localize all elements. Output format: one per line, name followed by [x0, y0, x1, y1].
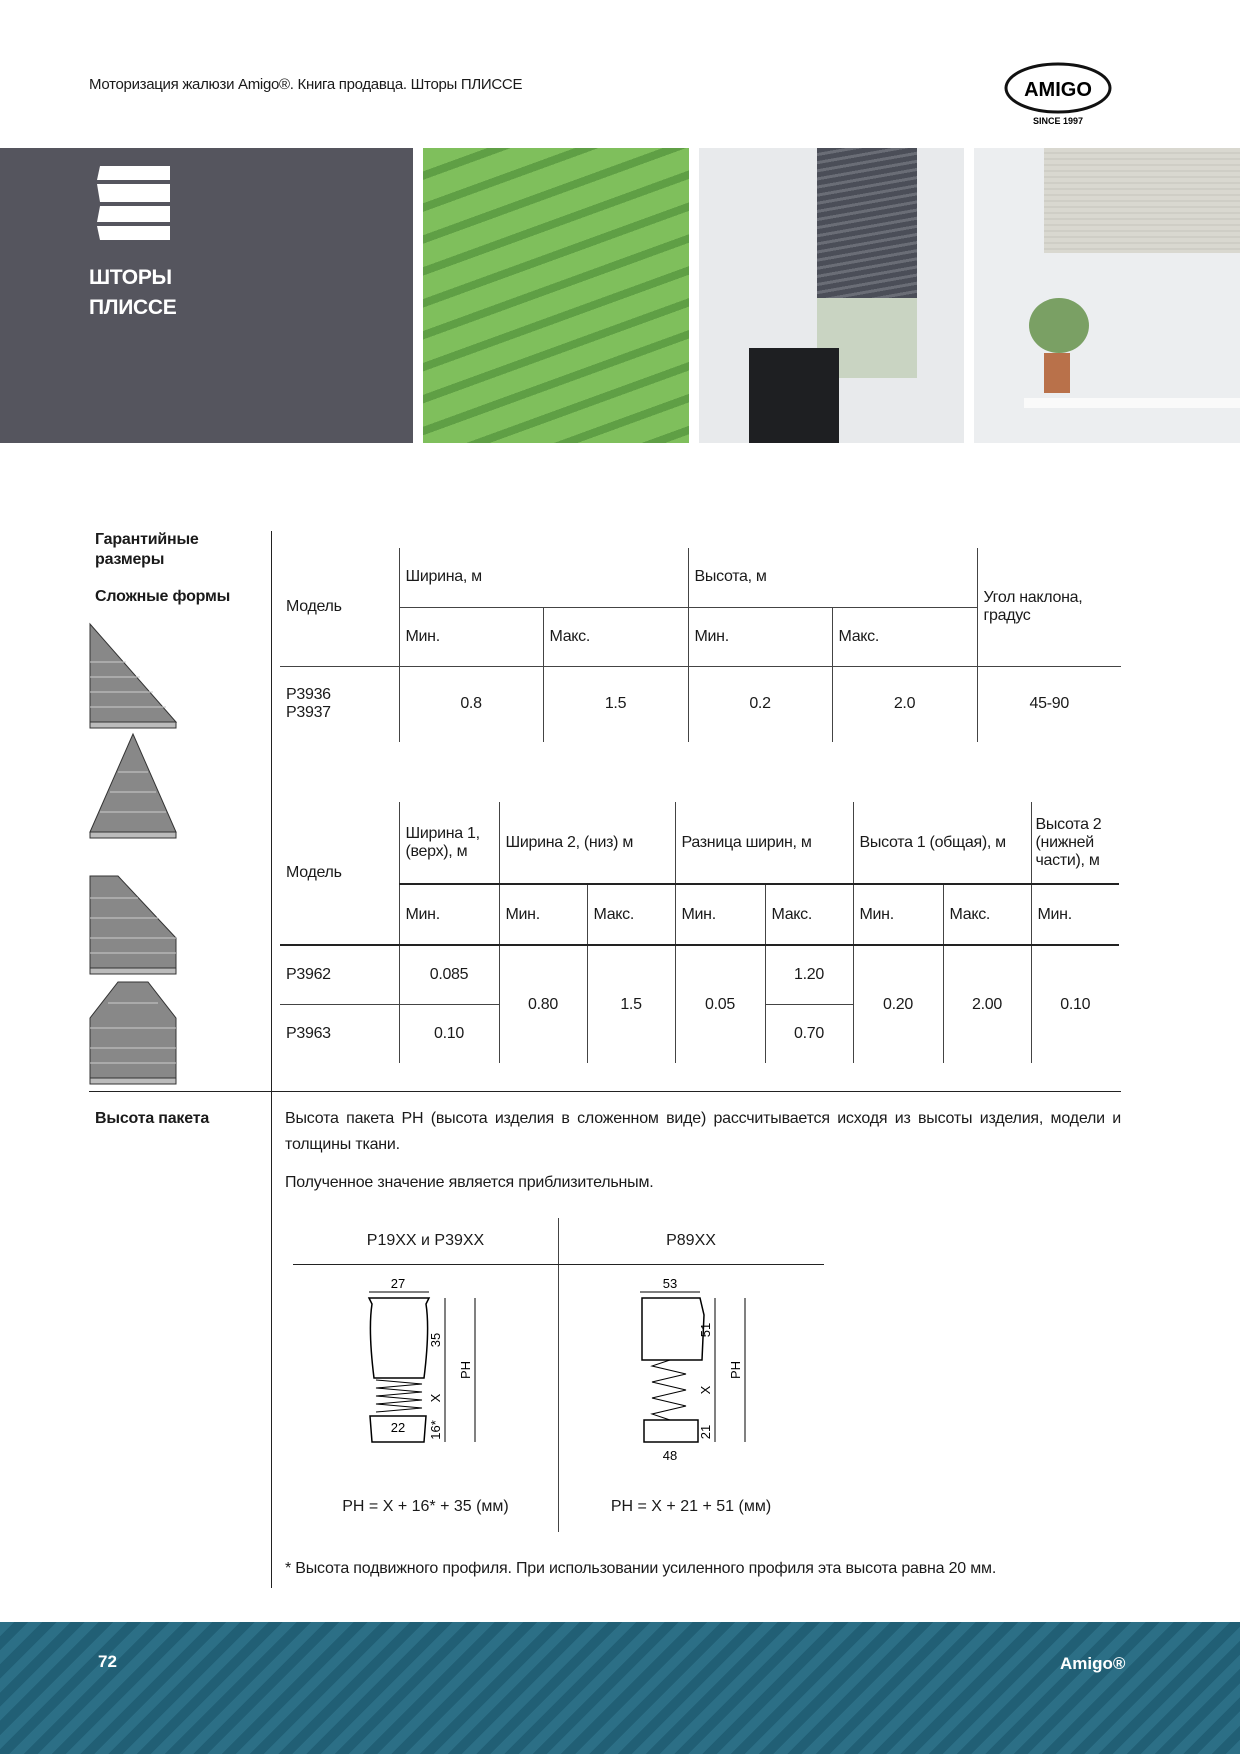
- section-divider: [89, 1091, 1121, 1092]
- cell-diff-max: 0.70: [765, 1004, 853, 1063]
- footer-brand: Amigo®: [1060, 1654, 1126, 1673]
- th-width: Ширина, м: [399, 548, 688, 607]
- shape-triangle-icon: [88, 732, 178, 840]
- cell-diff-max: 1.20: [765, 945, 853, 1004]
- shape-trapezoid-icon: [88, 622, 178, 730]
- banner-title-2: ПЛИССЕ: [89, 296, 177, 319]
- pack-description: Высота пакета PH (высота изделия в сложенном виде) рассчитывается исходя из высоты изделия, модели и толщины ткани.: [285, 1110, 1121, 1153]
- svg-text:SINCE 1997: SINCE 1997: [1032, 116, 1084, 126]
- photo-window-light-blind: [974, 148, 1240, 443]
- header-title: Моторизация жалюзи Amigo®. Книга продавца. Шторы ПЛИССЕ: [89, 76, 523, 93]
- dim-bottom: 22: [390, 1420, 406, 1435]
- cell-height-max: 2.0: [832, 666, 977, 742]
- cell-width-max: 1.5: [543, 666, 688, 742]
- column-divider: [271, 531, 272, 1588]
- cell-model: P3963: [286, 1024, 331, 1042]
- th-height: Высота, м: [688, 548, 977, 607]
- svg-text:AMIGO: AMIGO: [1024, 79, 1092, 101]
- th-max: Макс.: [543, 607, 688, 666]
- label-complex-forms: Сложные формы: [95, 588, 231, 605]
- diagram-divider: [558, 1218, 559, 1532]
- th-width1: Ширина 1, (верх), м: [399, 802, 499, 884]
- cell-width2-max: 1.5: [587, 945, 675, 1063]
- diagram2-title: P89XX: [666, 1232, 716, 1249]
- th-min: Мин.: [399, 884, 499, 945]
- dim-ph: PH: [728, 1360, 743, 1380]
- th-min: Мин.: [499, 884, 587, 945]
- th-max: Макс.: [765, 884, 853, 945]
- profile-diagram-p89: [630, 1270, 770, 1470]
- photo-interior-dark-blind: [699, 148, 964, 443]
- pleated-blind-icon: [97, 166, 170, 240]
- cell-width-min: 0.8: [399, 666, 543, 742]
- cell-height2-min: 0.10: [1031, 945, 1119, 1063]
- formula-p89: PH = X + 21 + 51 (мм): [610, 1498, 772, 1515]
- th-min: Мин.: [1031, 884, 1119, 945]
- cell-width2-min: 0.80: [499, 945, 587, 1063]
- profile-diagram-p19-p39: [360, 1270, 500, 1470]
- banner-title-1: ШТОРЫ: [89, 266, 172, 289]
- cell-height1-min: 0.20: [853, 945, 943, 1063]
- dim-bottom: 48: [662, 1448, 678, 1463]
- th-diff: Разница ширин, м: [675, 802, 853, 884]
- table-guarantee-sizes-2: [280, 802, 1119, 1063]
- diagram1-title: P19XX и P39XX: [366, 1232, 485, 1249]
- th-model: Модель: [280, 802, 399, 945]
- shape-pentagon-icon: [88, 978, 178, 1086]
- hero-banner: [0, 148, 1240, 443]
- title-panel: [0, 148, 413, 443]
- cell-width1-min: 0.10: [399, 1004, 499, 1063]
- photo-green-pleats: [423, 148, 689, 443]
- label-pack-height: Высота пакета: [95, 1110, 210, 1127]
- th-angle: Угол наклона, градус: [977, 548, 1121, 666]
- page-footer: [0, 1622, 1240, 1754]
- th-max: Макс.: [832, 607, 977, 666]
- pack-note: Полученное значение является приблизительным.: [285, 1174, 654, 1191]
- formula-p19-p39: PH = X + 16* + 35 (мм): [342, 1498, 509, 1515]
- diagram-header-line: [293, 1264, 824, 1265]
- th-max: Макс.: [943, 884, 1031, 945]
- dim-b: 16*: [428, 1420, 443, 1440]
- amigo-logo: [1000, 60, 1125, 130]
- cell-height-min: 0.2: [688, 666, 832, 742]
- footnote: * Высота подвижного профиля. При использовании усиленного профиля эта высота равна 20 мм.: [285, 1560, 997, 1577]
- dim-b: 21: [698, 1424, 713, 1440]
- th-min: Мин.: [675, 884, 765, 945]
- th-min: Мин.: [853, 884, 943, 945]
- cell-angle: 45-90: [977, 666, 1121, 742]
- th-min: Мин.: [688, 607, 832, 666]
- cell-diff-min: 0.05: [675, 945, 765, 1063]
- cell-width1-min: 0.085: [399, 945, 499, 1004]
- cell-model: P3936 P3937: [286, 686, 331, 722]
- cell-model: P3962: [280, 945, 399, 1004]
- dim-h: 51: [698, 1322, 713, 1338]
- th-min: Мин.: [399, 607, 543, 666]
- dim-top: 53: [662, 1276, 678, 1291]
- page-number: 72: [98, 1652, 117, 1671]
- th-max: Макс.: [587, 884, 675, 945]
- dim-h: 35: [428, 1332, 443, 1348]
- label-guarantee: Гарантийные размеры: [95, 531, 199, 568]
- th-height2: Высота 2 (нижней части), м: [1031, 802, 1119, 884]
- dim-x: X: [428, 1393, 443, 1403]
- th-height1: Высота 1 (общая), м: [853, 802, 1031, 884]
- th-model: Модель: [280, 548, 399, 666]
- shape-slanted-top-icon: [88, 868, 178, 976]
- table-guarantee-sizes-1: [280, 548, 1121, 742]
- th-width2: Ширина 2, (низ) м: [499, 802, 675, 884]
- dim-top: 27: [390, 1276, 406, 1291]
- dim-ph: PH: [458, 1360, 473, 1380]
- cell-height1-max: 2.00: [943, 945, 1031, 1063]
- dim-x: X: [698, 1385, 713, 1395]
